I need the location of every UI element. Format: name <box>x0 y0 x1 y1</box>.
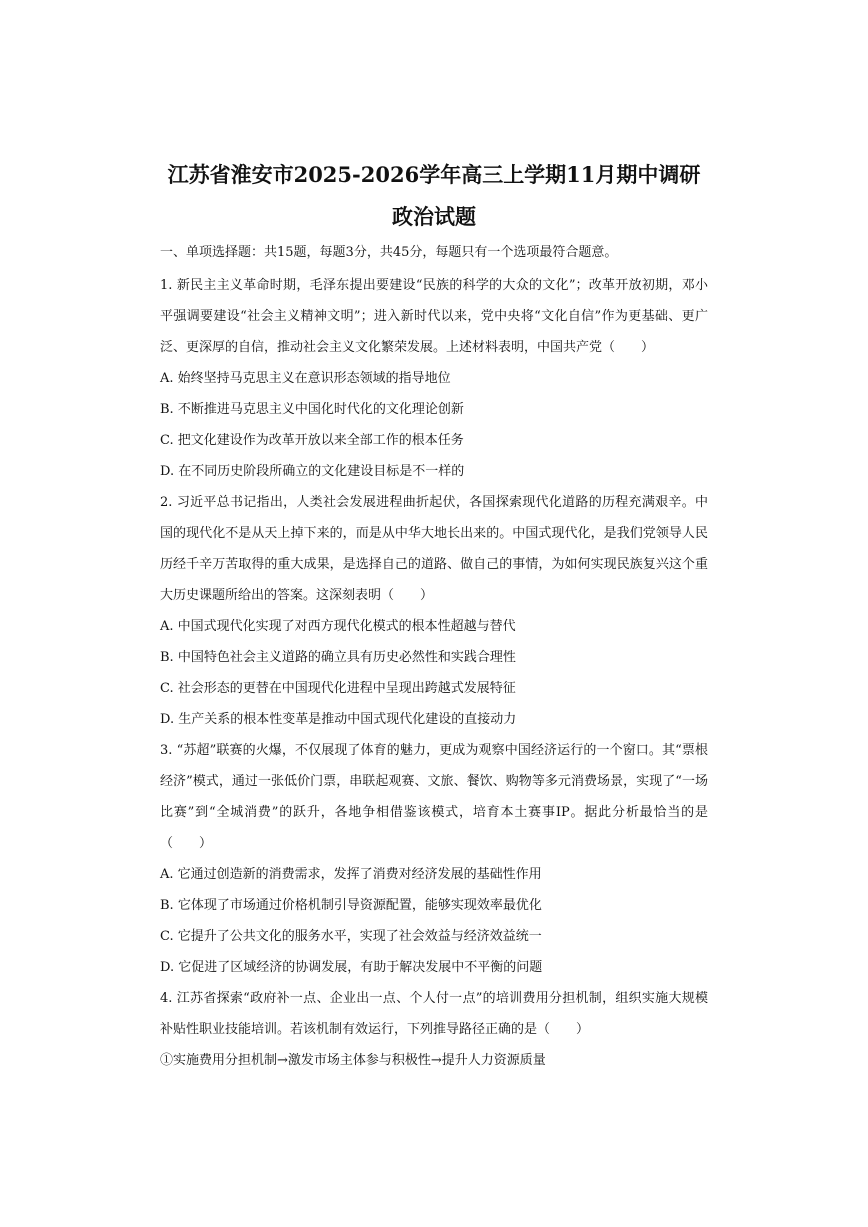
option-d: D. 生产关系的根本性变革是推动中国式现代化建设的直接动力 <box>160 712 517 727</box>
section-heading: 一、单项选择题：共15题，每题3分，共45分，每题只有一个选项最符合题意。 <box>160 245 618 260</box>
option-c: C. 社会形态的更替在中国现代化进程中呈现出跨越式发展特征 <box>160 681 516 696</box>
option-c: C. 它提升了公共文化的服务水平，实现了社会效益与经济效益统一 <box>160 929 542 944</box>
option-b: B. 中国特色社会主义道路的确立具有历史必然性和实践合理性 <box>160 650 516 665</box>
option-b: B. 它体现了市场通过价格机制引导资源配置，能够实现效率最优化 <box>160 898 542 913</box>
option-a: A. 它通过创造新的消费需求，发挥了消费对经济发展的基础性作用 <box>160 867 542 882</box>
option-c: C. 把文化建设作为改革开放以来全部工作的根本任务 <box>160 433 464 448</box>
question-3 <box>160 735 708 983</box>
option-d: D. 在不同历史阶段所确立的文化建设目标是不一样的 <box>160 464 465 479</box>
option-1: ①实施费用分担机制→激发市场主体参与积极性→提升人力资源质量 <box>160 1053 546 1068</box>
option-a: A. 始终坚持马克思主义在意识形态领域的指导地位 <box>160 371 451 386</box>
question-4 <box>160 983 708 1076</box>
question-1 <box>160 270 708 487</box>
question-2 <box>160 487 708 735</box>
option-b: B. 不断推进马克思主义中国化时代化的文化理论创新 <box>160 402 464 417</box>
page-title: 江苏省淮安市2025-2026学年高三上学期11月期中调研 <box>167 162 701 187</box>
question-stem: 4. 江苏省探索“政府补一点、企业出一点、个人付一点”的培训费用分担机制，组织实施大规模补贴性职业技能培训。若该机制有效运行，下列推导路径正确的是（ ） <box>160 991 708 1037</box>
page-subtitle: 政治试题 <box>392 204 476 229</box>
option-a: A. 中国式现代化实现了对西方现代化模式的根本性超越与替代 <box>160 619 516 634</box>
option-d: D. 它促进了区域经济的协调发展，有助于解决发展中不平衡的问题 <box>160 960 543 975</box>
question-stem: 3. “苏超”联赛的火爆，不仅展现了体育的魅力，更成为观察中国经济运行的一个窗口。其“票根经济”模式，通过一张低价门票，串联起观赛、文旅、餐饮、购物等多元消费场景，实现了“一场比赛”到“全城消费”的跃升，各地争相借鉴该模式，培育本土赛事IP。据此分析最恰当的是（ ） <box>160 743 708 851</box>
question-stem: 2. 习近平总书记指出，人类社会发展进程曲折起伏，各国探索现代化道路的历程充满艰辛。中国的现代化不是从天上掉下来的，而是从中华大地长出来的。中国式现代化，是我们党领导人民历经千辛万苦取得的重大成果，是选择自己的道路、做自己的事情，为如何实现民族复兴这个重大历史课题所给出的答案。这深刻表明（ ） <box>160 495 708 603</box>
question-stem: 1. 新民主主义革命时期，毛泽东提出要建设“民族的科学的大众的文化”；改革开放初期，邓小平强调要建设“社会主义精神文明”；进入新时代以来，党中央将“文化自信”作为更基础、更广泛、更深厚的自信，推动社会主义文化繁荣发展。上述材料表明，中国共产党（ ） <box>160 278 708 355</box>
